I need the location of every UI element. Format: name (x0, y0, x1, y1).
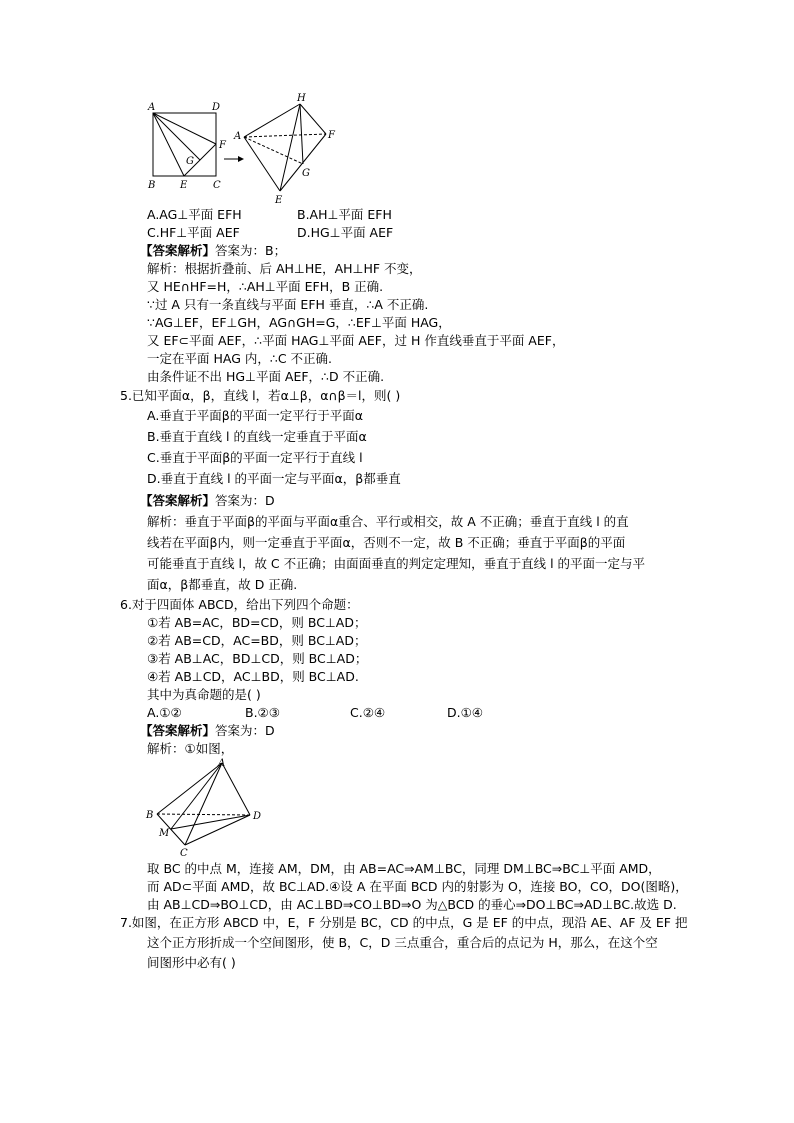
q5-option: D.垂直于直线 l 的平面一定与平面α，β都垂直 (147, 471, 401, 486)
label-D3: D (253, 811, 262, 822)
q4-line: 由条件证不出 HG⊥平面 AEF，∴D 不正确. (147, 369, 385, 384)
q5-answer (140, 493, 275, 509)
folding-figure (140, 92, 340, 207)
q5-stem: 5.已知平面α，β，直线 l，若α⊥β，α∩β＝l，则( ) (120, 388, 401, 403)
q6-line: 取 BC 的中点 M，连接 AM，DM，由 AB=AC⇒AM⊥BC，同理 DM⊥BC⇒BC⊥平面 AMD， (147, 861, 661, 876)
label-M3: M (159, 828, 170, 839)
q6-option-b: B.②③ (245, 705, 280, 720)
answer-text: 答案为：B； (215, 243, 287, 258)
q6-option-d: D.①④ (447, 705, 484, 720)
q7-line: 7.如图，在正方形 ABCD 中，E，F 分别是 BC，CD 的中点，G 是 EF 的中点，现沿 AE、AF 及 EF 把 (120, 915, 688, 930)
q5-line: 可能垂直于直线 l，故 C 不正确；由面面垂直的判定定理知，垂直于直线 l 的平面一定与平 (147, 556, 646, 571)
q4-line: 解析：根据折叠前、后 AH⊥HE，AH⊥HF 不变， (147, 261, 422, 276)
answer-text: 答案为：D (215, 723, 275, 738)
q7-line: 这个正方形折成一个空间图形，使 B，C，D 三点重合，重合后的点记为 H，那么，在这个空 (147, 935, 658, 950)
q4-option-b: B.AH⊥平面 EFH (297, 207, 392, 222)
answer-tag: 【答案解析】 (140, 493, 216, 508)
q7-line: 间图形中必有( ) (147, 955, 236, 970)
label-B3: B (146, 810, 154, 821)
label-C: C (213, 180, 221, 191)
q5-option: B.垂直于直线 l 的直线一定垂直于平面α (147, 429, 367, 444)
label-C3: C (180, 848, 188, 857)
q6-line: 由 AB⊥CD⇒BO⊥CD，由 AC⊥BD⇒CO⊥BD⇒O 为△BCD 的垂心⇒DO⊥BC⇒AD⊥BC.故选 D. (147, 897, 677, 912)
q5-option: A.垂直于平面β的平面一定平行于平面α (147, 408, 364, 423)
answer-tag: 【答案解析】 (140, 243, 216, 258)
q6-line: 而 AD⊂平面 AMD，故 BC⊥AD.④设 A 在平面 BCD 内的射影为 O，连接 BO，CO，DO(图略)， (147, 879, 688, 894)
q4-line: 又 HE∩HF=H，∴AH⊥平面 EFH，B 正确. (147, 279, 384, 294)
q4-line: ∵过 A 只有一条直线与平面 EFH 垂直，∴A 不正确. (147, 297, 429, 312)
q6-intro: 解析：①如图， (147, 741, 234, 756)
q5-line: 解析：垂直于平面β的平面与平面α重合、平行或相交，故 A 不正确；垂直于直线 l 的直 (147, 514, 629, 529)
q6-option-a: A.①② (147, 705, 182, 720)
q6-answer (140, 723, 275, 739)
q4-option-d: D.HG⊥平面 AEF (297, 225, 394, 240)
tetrahedron-figure (140, 757, 270, 857)
label-B: B (148, 180, 156, 191)
q5-line: 线若在平面β内，则一定垂直于平面α，否则不一定，故 B 不正确；垂直于平面β的平面 (147, 535, 626, 550)
q6-prop: ②若 AB=CD，AC=BD，则 BC⊥AD； (147, 633, 367, 648)
q5-option: C.垂直于平面β的平面一定平行于直线 l (147, 450, 363, 465)
label-H: H (297, 93, 306, 104)
label-A2: A (234, 131, 242, 142)
q6-stem: 6.对于四面体 ABCD，给出下列四个命题： (120, 597, 359, 612)
q6-prop: ④若 AB⊥CD，AC⊥BD，则 BC⊥AD. (147, 669, 359, 684)
q6-prop: ①若 AB=AC，BD=CD，则 BC⊥AD； (147, 615, 367, 630)
q5-line: 面α，β都垂直，故 D 正确. (147, 577, 298, 592)
q4-option-c: C.HF⊥平面 AEF (147, 225, 240, 240)
answer-tag: 【答案解析】 (140, 723, 216, 738)
label-A: A (148, 102, 156, 113)
answer-text: 答案为：D (215, 493, 275, 508)
q4-line: ∵AG⊥EF，EF⊥GH，AG∩GH=G，∴EF⊥平面 HAG， (147, 315, 451, 330)
q4-line: 又 EF⊂平面 AEF，∴平面 HAG⊥平面 AEF，过 H 作直线垂直于平面 AEF， (147, 333, 565, 348)
label-F: F (219, 140, 226, 151)
q4-line: 一定在平面 HAG 内，∴C 不正确. (147, 351, 332, 366)
q6-ask: 其中为真命题的是( ) (147, 687, 261, 702)
label-A3: A (218, 758, 226, 769)
q4-answer (140, 243, 286, 259)
q6-prop: ③若 AB⊥AC，BD⊥CD，则 BC⊥AD； (147, 651, 368, 666)
q4-option-a: A.AG⊥平面 EFH (147, 207, 242, 222)
label-E: E (180, 180, 188, 191)
label-G: G (186, 156, 194, 167)
label-E2: E (275, 195, 283, 206)
label-F2: F (328, 130, 335, 141)
label-D: D (212, 102, 221, 113)
q6-option-c: C.②④ (350, 705, 386, 720)
label-G2: G (302, 168, 310, 179)
